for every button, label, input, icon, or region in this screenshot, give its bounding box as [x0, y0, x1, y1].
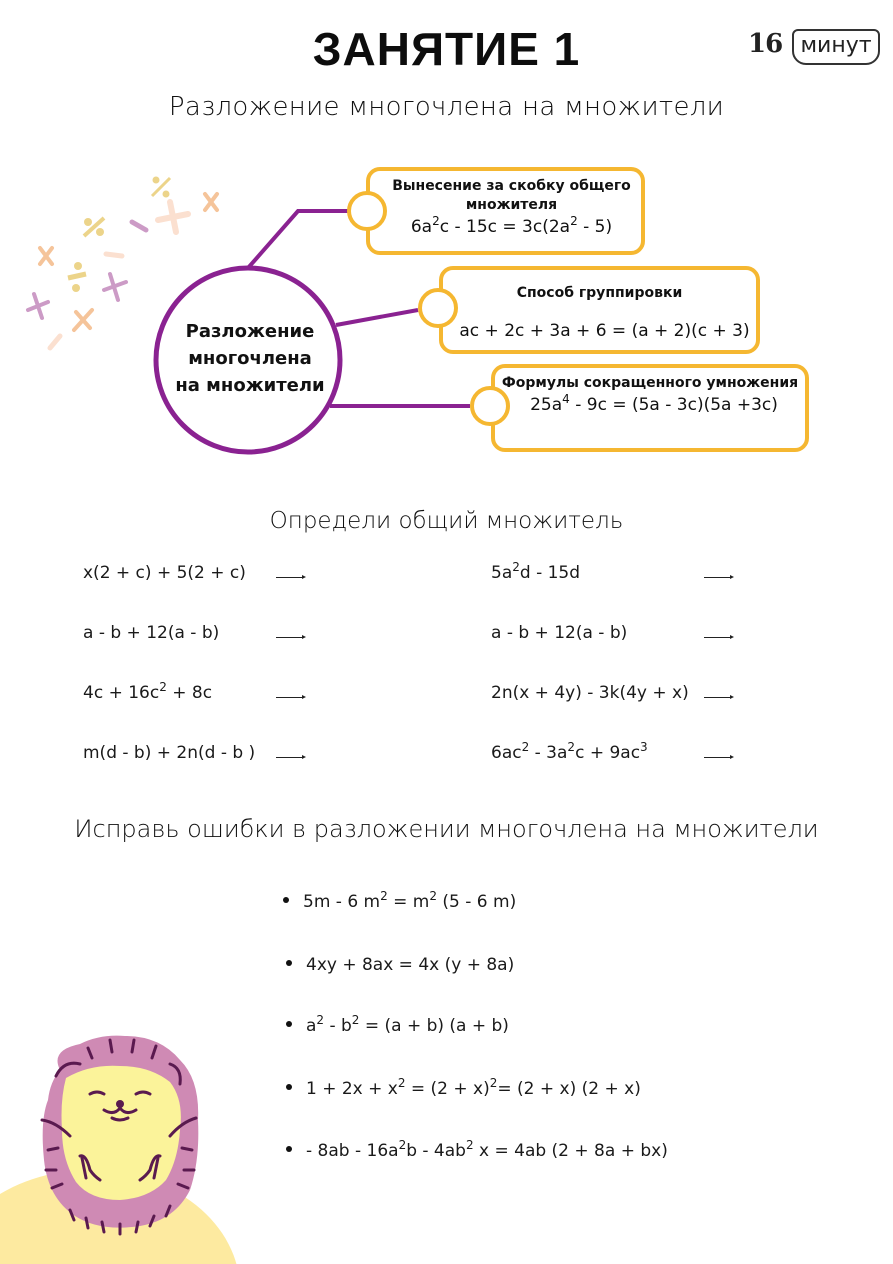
error-list-item [286, 1013, 509, 1036]
section-title-fix-errors: Исправь ошибки в разложении многочлена на множители [74, 815, 819, 843]
branch-connector-knob [418, 288, 458, 328]
bullet-icon [286, 1084, 292, 1090]
exponent: 2 [570, 214, 578, 228]
exponent: 2 [465, 1138, 474, 1152]
logo-word: минут [792, 29, 880, 65]
exercise-expression: $5a^2d - 15d$ [491, 560, 581, 583]
center-label-line: многочлена [188, 348, 312, 369]
brand-logo [748, 25, 888, 73]
error-list-item [286, 1076, 641, 1099]
branch-connector-knob [347, 191, 387, 231]
branch-box-common-factor [366, 167, 645, 255]
exponent: 2 [398, 1138, 407, 1152]
center-label-line: на множители [175, 375, 325, 396]
page-title: ЗАНЯТИЕ 1 [312, 23, 581, 75]
exercise-expression: m(d - b) + 2n(d - b ) [83, 743, 256, 763]
branch-formula: $6a^2c - 15c = 3c(2a^2 - 5)$ [410, 214, 613, 237]
exponent: 2 [316, 1013, 325, 1027]
arrow-right-icon [704, 632, 734, 642]
exponent: 3 [640, 740, 648, 754]
error-expression: 5m - 6 $m^2 = m^2$ (5 - 6 m) [303, 889, 517, 912]
exercise-expression: a - b + 12(a - b) [83, 623, 220, 643]
hedgehog-face [62, 1066, 181, 1200]
exponent: 2 [397, 1076, 406, 1090]
exponent: 2 [567, 740, 576, 754]
hedgehog-nose [116, 1100, 124, 1108]
bullet-icon [286, 1021, 292, 1027]
arrow-right-icon [276, 572, 306, 582]
arrow-right-icon [276, 692, 306, 702]
exponent: 4 [562, 392, 570, 406]
arrow-right-icon [704, 752, 734, 762]
exercise-expression: $6ac^2 - 3a^2c + 9ac^3$ [491, 740, 648, 763]
branch-formula: ac + 2c + 3a + 6 = (a + 2)(c + 3) [459, 321, 750, 341]
bullet-icon [286, 1146, 292, 1152]
arrow-right-icon [704, 572, 734, 582]
branch-box-grouping [439, 266, 760, 354]
error-expression: $1 + 2x + x^2 = (2 + x)^2= (2 + x) (2 + x)$ [306, 1076, 641, 1099]
branch-box-short-multiplication [491, 364, 809, 452]
error-list-item [286, 955, 514, 975]
exercise-expression: a - b + 12(a - b) [491, 623, 628, 643]
exponent: 2 [489, 1076, 498, 1090]
branch-formula: $25a^4 - 9c = (5a - 3c)(5a +3c)$ [530, 392, 778, 415]
branch-title: Формулы сокращенного умножения [501, 375, 799, 391]
exercise-expression: 2n(x + 4y) - 3k(4y + x) [491, 683, 689, 703]
exponent: 2 [380, 889, 388, 903]
error-expression: 4xy + 8ax = 4x (y + 8a) [306, 955, 515, 975]
branch-connector-knob [470, 386, 510, 426]
arrow-right-icon [704, 692, 734, 702]
section-title-common-factor: Определи общий множитель [269, 508, 624, 534]
exponent: 2 [429, 889, 438, 903]
connector-line-2 [336, 310, 418, 325]
error-expression: - $8ab - 16a^2b - 4ab^2$ x = 4ab (2 + 8a + bx) [306, 1138, 668, 1161]
branch-title: Вынесение за скобку общего множителя [392, 178, 631, 213]
center-node-label [160, 318, 340, 399]
exponent: 2 [512, 560, 520, 574]
page-subtitle: Разложение многочлена на множители [168, 92, 725, 122]
exponent: 2 [351, 1013, 360, 1027]
error-list-item [283, 889, 517, 912]
bullet-icon [286, 960, 292, 966]
exercise-expression: x(2 + c) + 5(2 + c) [83, 563, 246, 583]
logo-number: 16 [748, 29, 783, 59]
exercise-expression: $4c + 16c^2 + 8c$ [83, 680, 213, 703]
center-label-line: Разложение [185, 321, 315, 342]
error-expression: $a^2 - b^2 = (a + b) (a + b)$ [306, 1013, 509, 1036]
hedgehog-mascot-illustration [0, 1030, 260, 1264]
arrow-right-icon [276, 752, 306, 762]
error-list-item [286, 1138, 668, 1161]
arrow-right-icon [276, 632, 306, 642]
exponent: 2 [432, 214, 440, 228]
bullet-icon [283, 897, 289, 903]
exponent: 2 [159, 680, 167, 694]
branch-title: Способ группировки [516, 285, 683, 301]
exponent: 2 [521, 740, 530, 754]
